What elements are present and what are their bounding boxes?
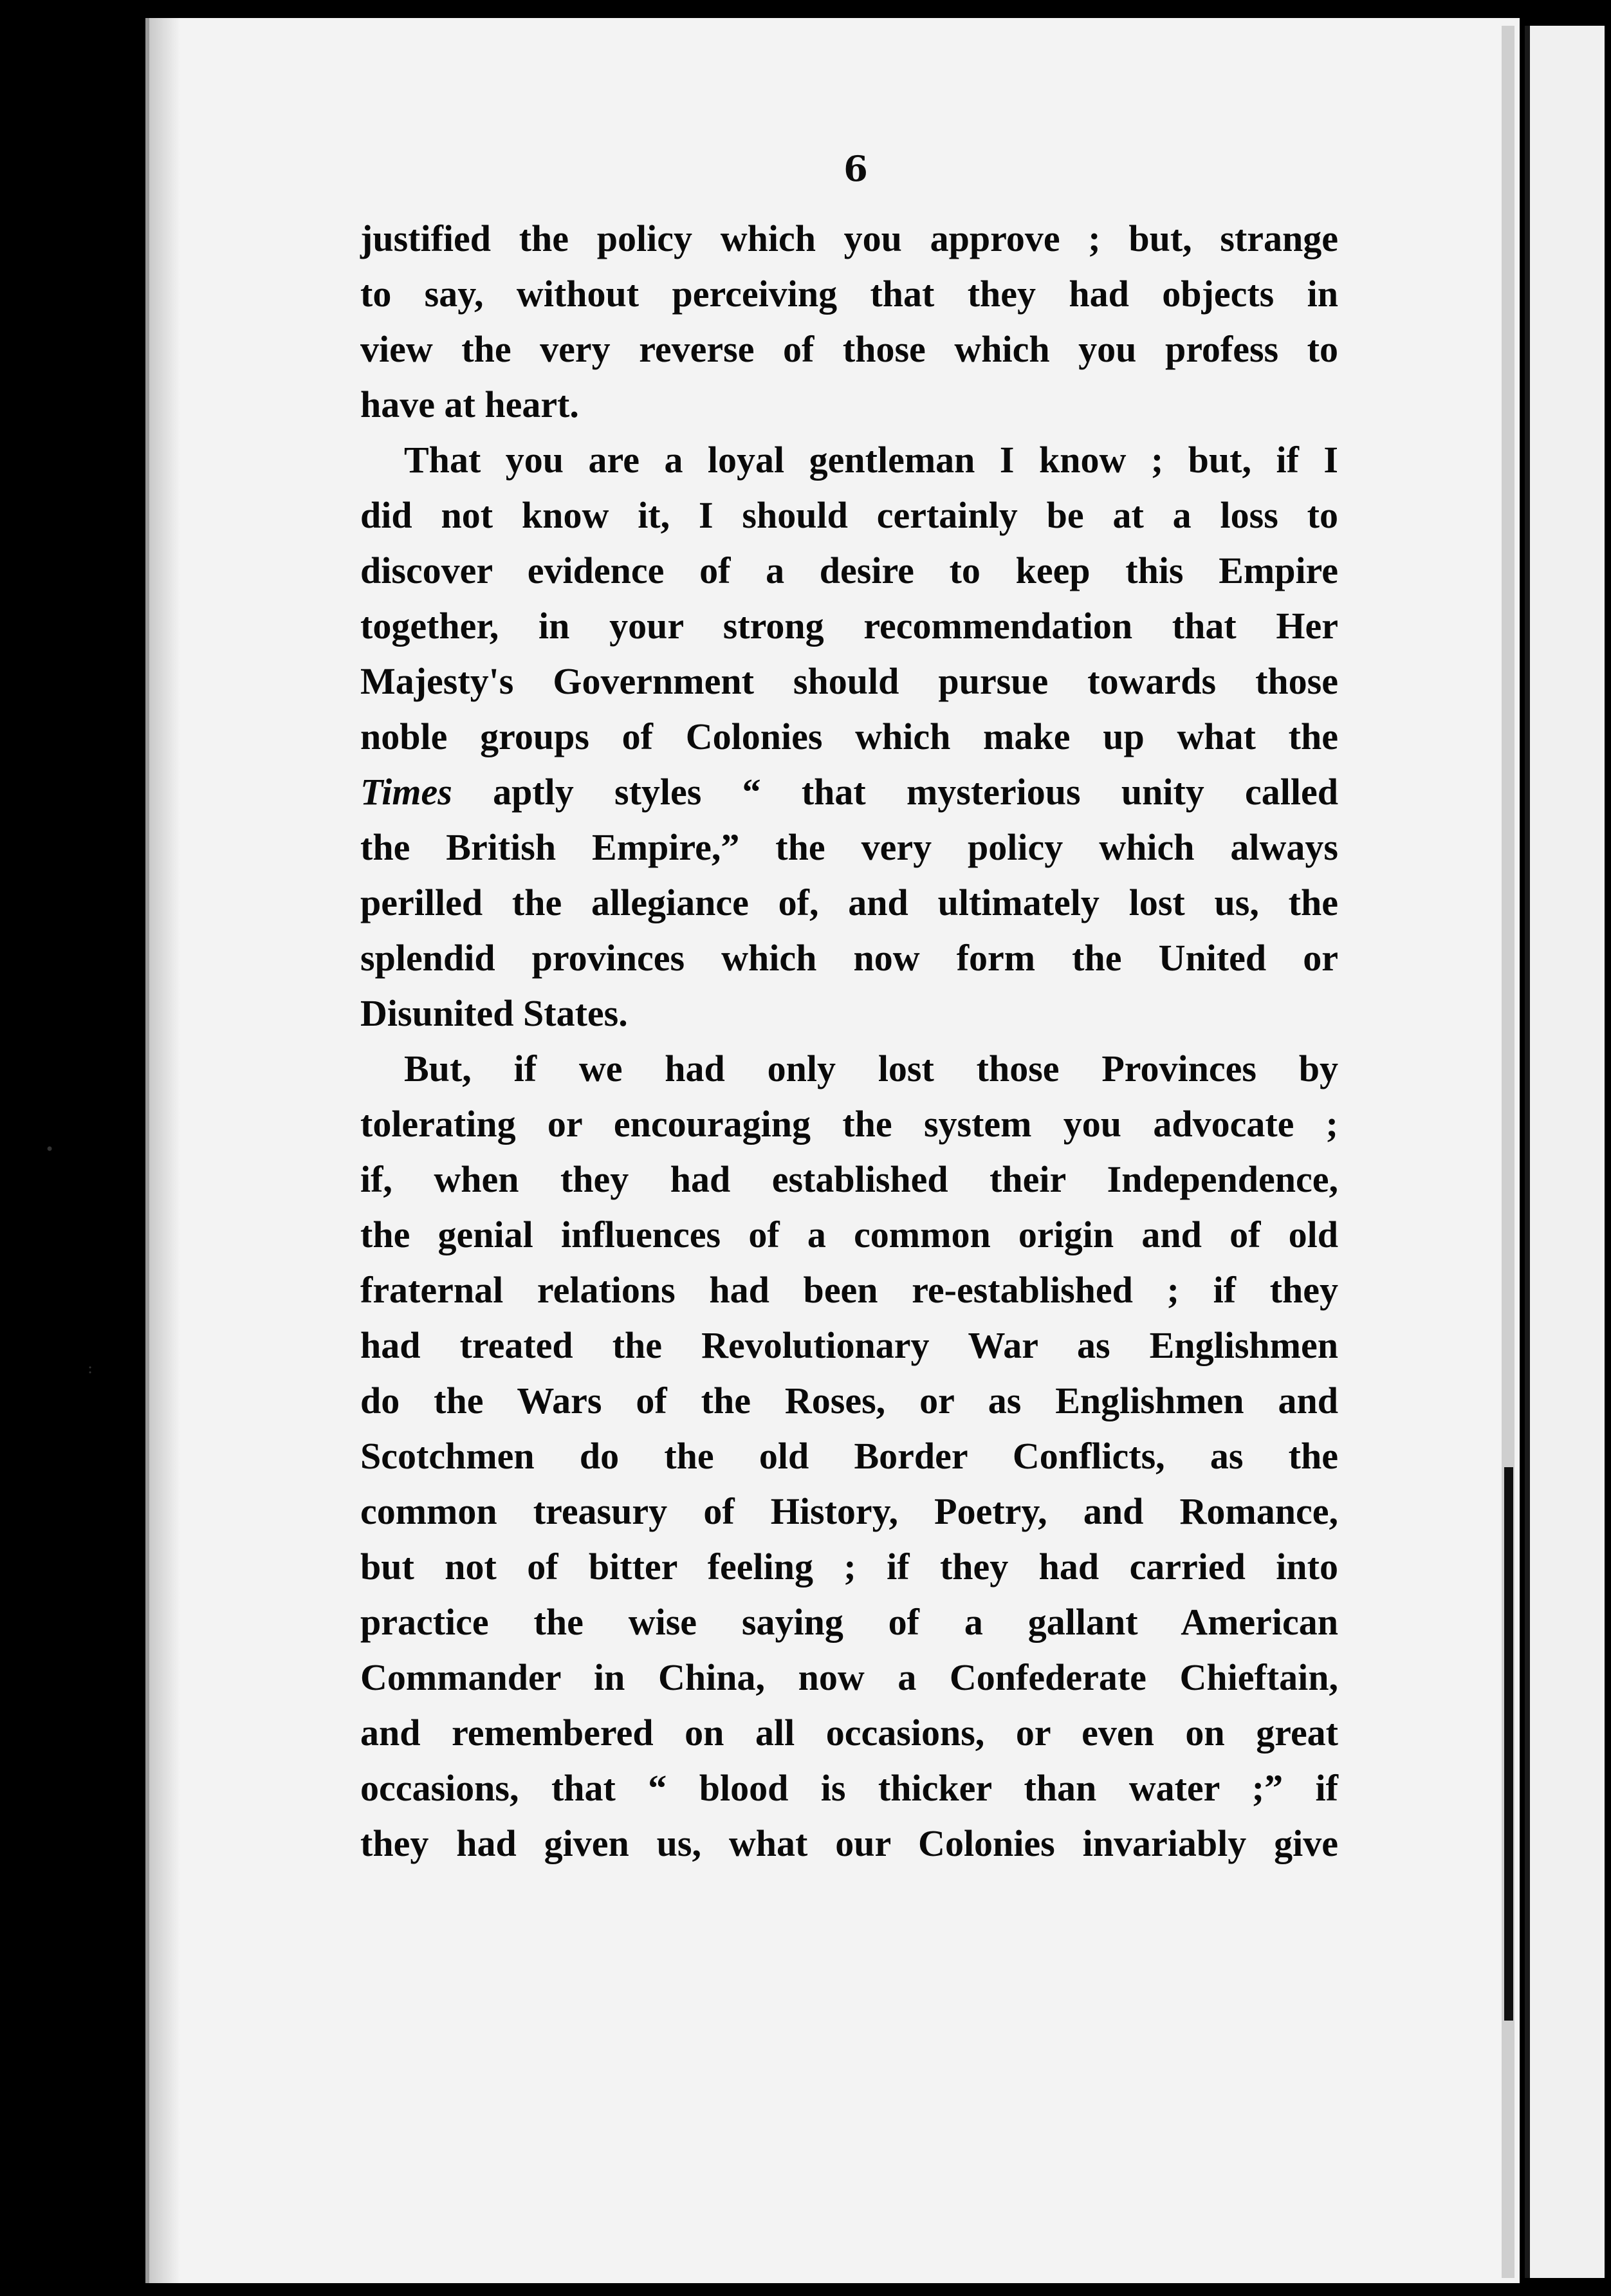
text-line: had treated the Revolutionary War as Englishmen [360,1324,1338,1366]
text-line: justified the policy which you approve ; but, strange [360,218,1338,259]
text-line: if, when they had established their Independence, [360,1158,1338,1200]
text-line: but not of bitter feeling ; if they had carried into [360,1546,1338,1588]
text-line: the British Empire,” the very policy which always [360,826,1338,868]
italic-newspaper-title: Times [360,771,452,813]
text-line: That you are a loyal gentleman I know ; but, if I [404,439,1338,481]
text-line: practice the wise saying of a gallant American [360,1601,1338,1643]
text-line: the genial influences of a common origin and of old [360,1214,1338,1255]
page-number: 6 [843,148,868,189]
margin-speck: : [87,1359,93,1377]
text-line: Times aptly styles “ that mysterious unity called [360,771,1338,813]
text-line: they had given us, what our Colonies invariably give [360,1822,1338,1864]
text-line: common treasury of History, Poetry, and Romance, [360,1490,1338,1532]
text-line: perilled the allegiance of, and ultimately lost us, the [360,882,1338,923]
text-line: noble groups of Colonies which make up what the [360,716,1338,757]
body-text [360,211,1338,1871]
text-line: Disunited States. [360,992,628,1034]
text-line: But, if we had only lost those Provinces by [404,1048,1338,1089]
text-line: did not know it, I should certainly be at a loss to [360,494,1338,536]
page-gutter-shadow [149,18,180,2283]
text-line: and remembered on all occasions, or even on great [360,1712,1338,1754]
margin-speck: • [45,1140,55,1158]
text-line: together, in your strong recommendation that Her [360,605,1338,647]
text-line: tolerating or encouraging the system you advocate ; [360,1103,1338,1145]
text-line: Majesty's Government should pursue towards those [360,660,1338,702]
binding-shadow [1504,1467,1513,2021]
text-line: discover evidence of a desire to keep this Empire [360,550,1338,591]
text-line: Scotchmen do the old Border Conflicts, as the [360,1435,1338,1477]
text-line: fraternal relations had been re-established ; if they [360,1269,1338,1311]
text-line: have at heart. [360,384,579,425]
text-line: occasions, that “ blood is thicker than water ;” if [360,1767,1338,1809]
text-line: splendid provinces which now form the United or [360,937,1338,979]
text-line: do the Wars of the Roses, or as Englishmen and [360,1380,1338,1421]
text-line: view the very reverse of those which you profess to [360,328,1338,370]
text-line: Commander in China, now a Confederate Chieftain, [360,1656,1338,1698]
text-line: to say, without perceiving that they had objects in [360,273,1338,315]
adjacent-page-strip [1525,26,1605,2278]
